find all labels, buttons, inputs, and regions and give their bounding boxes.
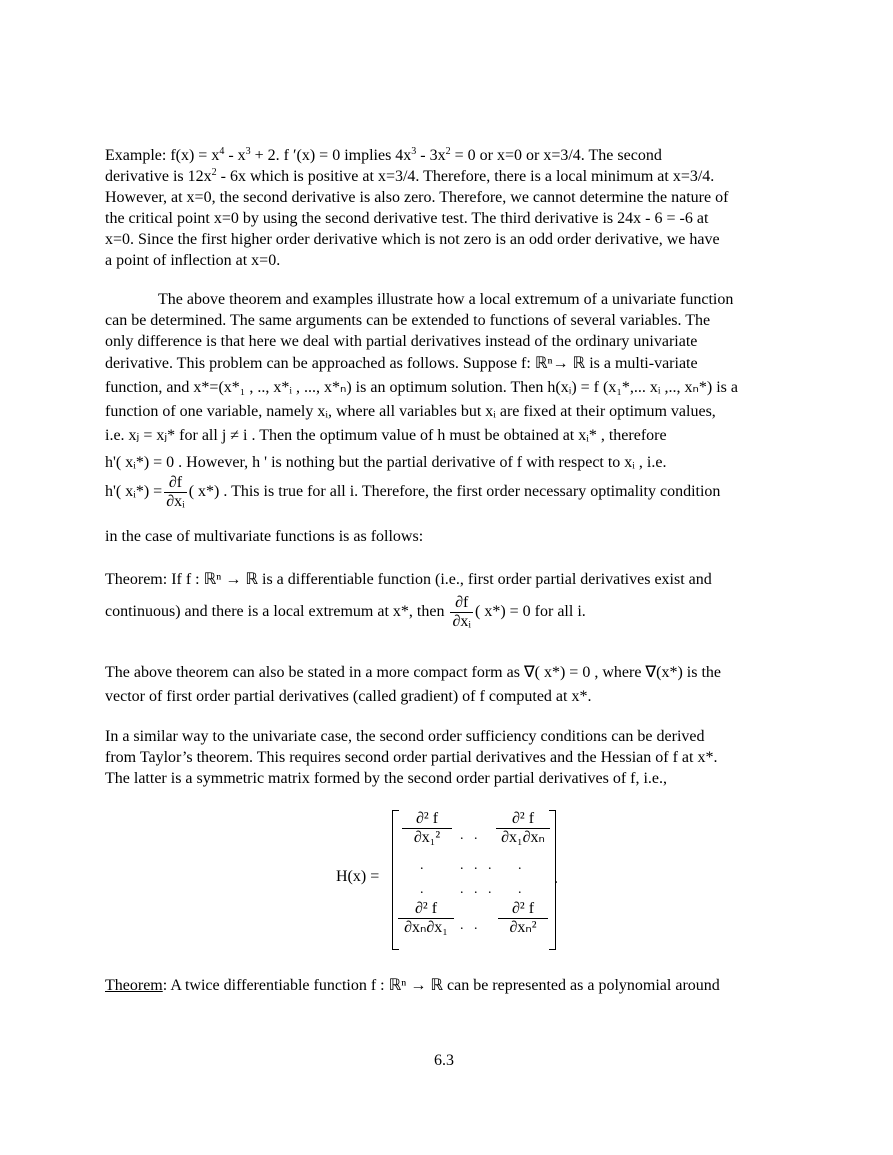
- para2-line-9: h'( xᵢ*) = $\frac{\partial f}{\text{∂xᵢ}}$ ( x*) . This is true for all i. Therefore, the first order necessary optimality condition: [105, 473, 721, 510]
- theorem1-line-2: continuous) and there is a local extremum at x*, then $\frac{\partial f}{\text{∂xᵢ}}$ ( x*) = 0 for all i.: [105, 593, 586, 630]
- row4-dots: . .: [460, 918, 478, 933]
- row3-dots-middle: . . .: [460, 882, 492, 897]
- para4-line-3: The latter is a symmetric matrix formed by the second order partial derivatives of f, i.e.,: [105, 770, 668, 787]
- para4-line-2: from Taylor’s theorem. This requires second order partial derivatives and the Hessian of f at x*.: [105, 749, 718, 766]
- theorem-heading: Theorem: [105, 977, 163, 994]
- theorem2-line: Theorem: A twice differentiable function f : ℝⁿ → ℝ can be represented as a polynomial around: [105, 977, 720, 994]
- row2-dots-right: .: [518, 858, 522, 873]
- partial-fraction: $\frac{\partial f}{\text{∂xᵢ}}$: [166, 473, 185, 510]
- example-line-2: derivative is $12x^2 - 6x$ which is positive at x=3/4. Therefore, there is a local minimum at x=3/4.: [105, 167, 715, 185]
- para2-line-7: i.e. xⱼ = xⱼ* for all j ≠ i . Then the optimum value of h must be obtained at xᵢ* , therefore: [105, 427, 667, 444]
- hessian-entry-nn: $\frac{\text{∂² f}}{\text{∂xₙ²}}$: [498, 900, 548, 937]
- para2-line-6: function of one variable, namely xᵢ, where all variables but xᵢ are fixed at their optimum values,: [105, 403, 716, 420]
- para2-line-5: function, and x*=(x*₁ , .., x*ᵢ , ..., x*ₙ) is an optimum solution. Then h(xᵢ) = f (x₁*,... xᵢ ,.., xₙ*) is a: [105, 379, 738, 396]
- para3-line-1: The above theorem can also be stated in a more compact form as ∇( x*) = 0 , where ∇(x*) is the: [105, 664, 721, 681]
- hessian-entry-11: $\frac{\text{∂² f}}{\text{∂x₁²}}$: [402, 810, 452, 847]
- hessian-period: .: [554, 870, 558, 887]
- para3-line-2: vector of first order partial derivatives (called gradient) of f computed at x*.: [105, 688, 592, 705]
- para2-line-10: in the case of multivariate functions is as follows:: [105, 528, 424, 545]
- example-line-6: a point of inflection at x=0.: [105, 252, 281, 269]
- example-line-5: x=0. Since the first higher order derivative which is not zero is an odd order derivative, we have: [105, 231, 720, 248]
- para2-line-1: The above theorem and examples illustrate how a local extremum of a univariate function: [158, 291, 734, 308]
- para2-line-8: h'( xᵢ*) = 0 . However, h ' is nothing but the partial derivative of f with respect to xᵢ , i.e.: [105, 454, 667, 471]
- para2-line-3: only difference is that here we deal with partial derivatives instead of the ordinary univariate: [105, 333, 698, 350]
- hessian-entry-1n: $\frac{\text{∂² f}}{\text{∂x₁∂xₙ}}$: [496, 810, 550, 847]
- hessian-entry-n1: $\frac{\text{∂² f}}{\text{∂xₙ∂x₁}}$: [398, 900, 454, 937]
- page-number: 6.3: [434, 1052, 454, 1069]
- para2-line-4: derivative. This problem can be approached as follows. Suppose f: ℝⁿ→ ℝ is a multi-variate: [105, 355, 698, 372]
- para2-line-2: can be determined. The same arguments can be extended to functions of several variables. The: [105, 312, 711, 329]
- row3-dots-right: .: [518, 882, 522, 897]
- example-line-1: Example: $f(x) = x^4 - x^3 + 2$. f ′(x) = 0 implies $4x^3 - 3x^2 = 0$ or x=0 or x=3/4. The second: [105, 146, 662, 164]
- example-line-3: However, at x=0, the second derivative is also zero. Therefore, we cannot determine the nature of: [105, 189, 729, 206]
- row3-dots-left: .: [420, 882, 424, 897]
- row2-dots-middle: . . .: [460, 858, 492, 873]
- row2-dots-left: .: [420, 858, 424, 873]
- para4-line-1: In a similar way to the univariate case, the second order sufficiency conditions can be derived: [105, 728, 705, 745]
- theorem1-line-1: Theorem: If f : ℝⁿ → ℝ is a differentiable function (i.e., first order partial derivatives exist and: [105, 571, 712, 588]
- example-line-4: the critical point x=0 by using the second derivative test. The third derivative is 24x - 6 = -6 at: [105, 210, 709, 227]
- row1-dots: . .: [460, 828, 478, 843]
- hessian-label: H(x) =: [336, 868, 380, 885]
- partial-fraction: $\frac{\partial f}{\text{∂xᵢ}}$: [452, 593, 471, 630]
